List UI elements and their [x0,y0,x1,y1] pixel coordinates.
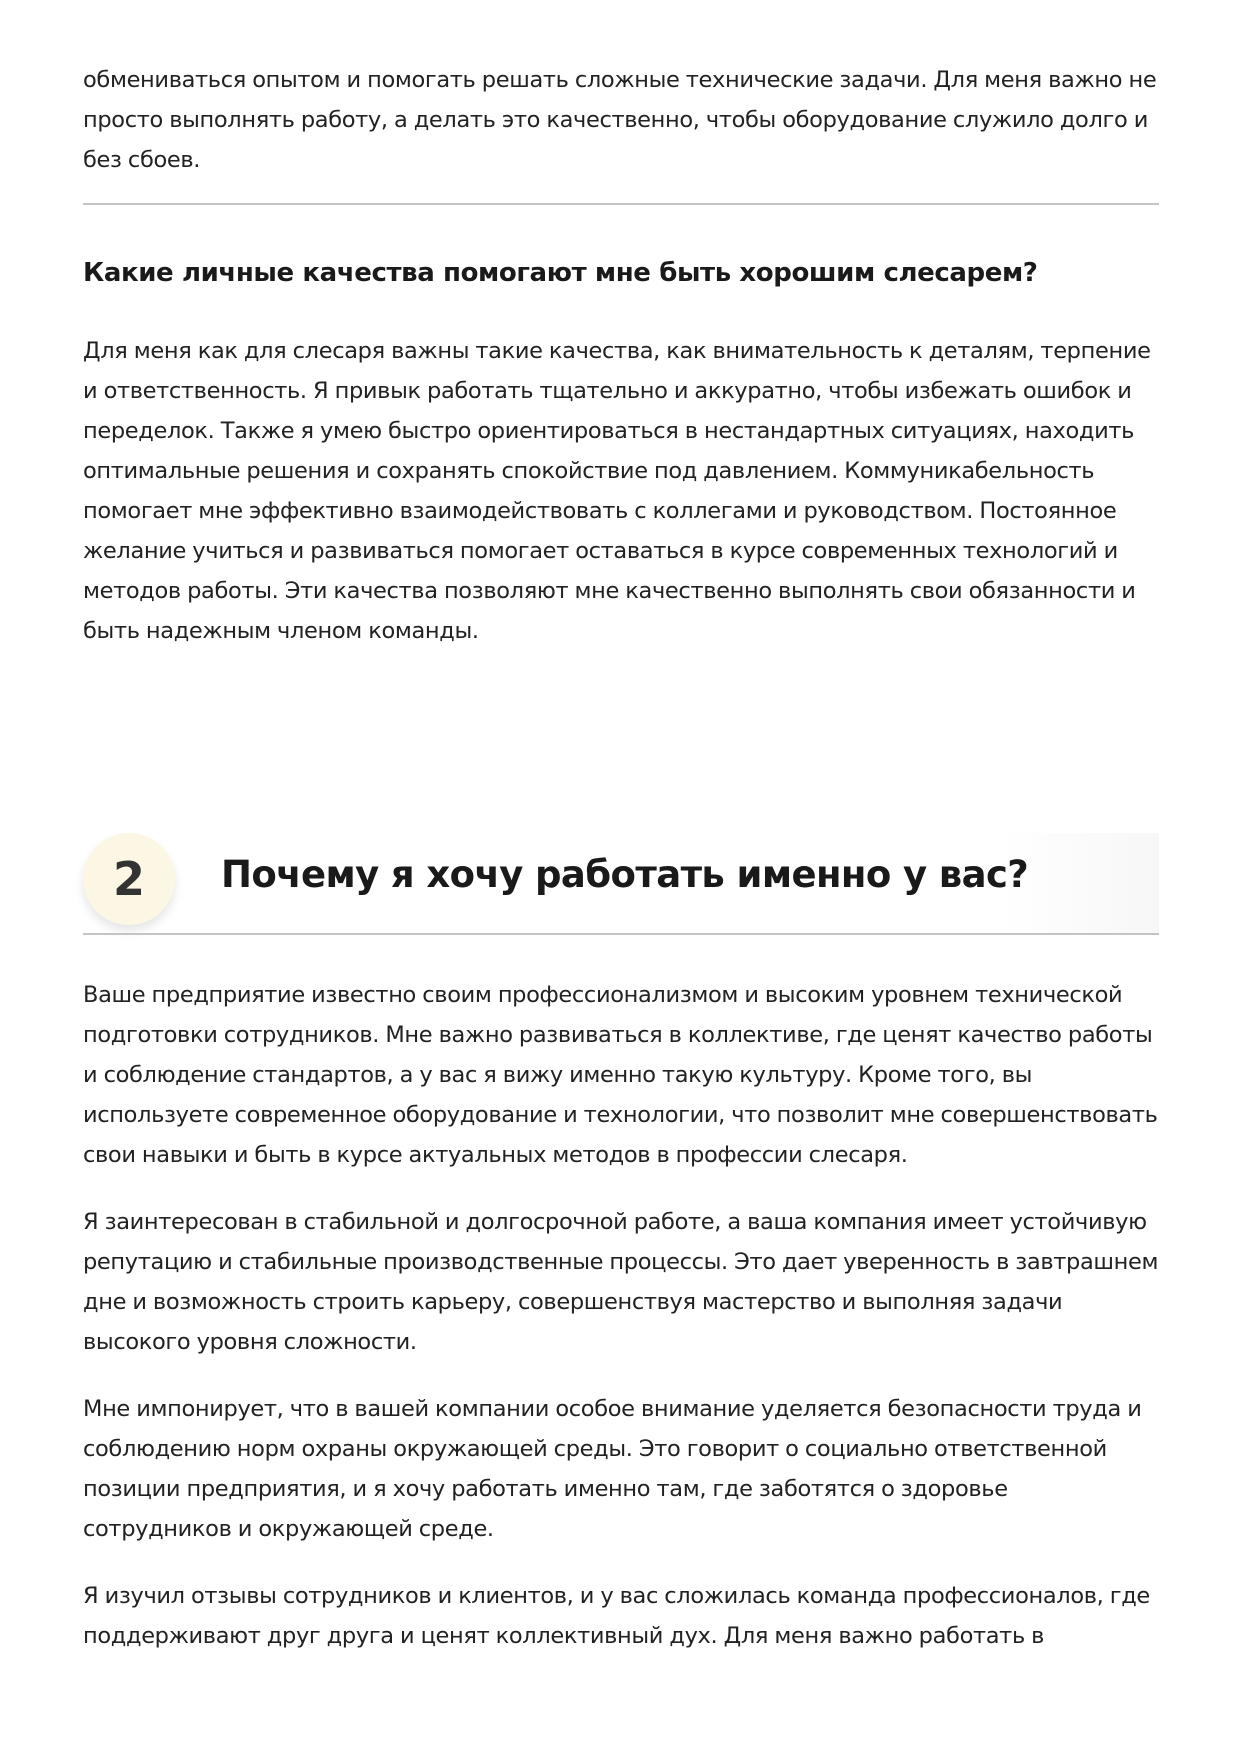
question-heading: Какие личные качества помогают мне быть хорошим слесарем? [83,258,1038,288]
section-divider [83,203,1159,205]
question-answer-paragraph: Для меня как для слесаря важны такие качества, как внимательность к деталям, терпение и ответственность. Я привык работать тщательно и аккуратно, чтобы избежать ошибок и переделок. Также я умею быстро ориентироваться в нестандартных ситуациях, находить оптимальные решения и сохранять спокойствие под давлением. Коммуникабельность помогает мне эффективно взаимодействовать с коллегами и руководством. Постоянное желание учиться и развиваться помогает оставаться в курсе современных технологий и методов работы. Эти качества позволяют мне качественно выполнять свои обязанности и быть надежным членом команды. [83,338,1151,644]
body-paragraph: Я изучил отзывы сотрудников и клиентов, и у вас сложилась команда профессионалов, где поддерживают друг друга и ценят коллективный дух. Для меня важно работать в [83,1583,1150,1649]
section-divider [83,933,1159,935]
body-paragraph: Мне импонирует, что в вашей компании особое внимание уделяется безопасности труда и соблюдению норм охраны окружающей среды. Это говорит о социально ответственной позиции предприятия, и я хочу работать именно там, где заботятся о здоровье сотрудников и окружающей среде. [83,1396,1142,1542]
section-header [83,833,1159,935]
body-paragraph: Я заинтересован в стабильной и долгосрочной работе, а ваша компания имеет устойчивую репутацию и стабильные производственные процессы. Это дает уверенность в завтрашнем дне и возможность строить карьеру, совершенствуя мастерство и выполняя задачи высокого уровня сложности. [83,1209,1159,1355]
body-paragraph: Ваше предприятие известно своим профессионализмом и высоким уровнем технической подготовки сотрудников. Мне важно развиваться в коллективе, где ценят качество работы и соблюдение стандартов, а у вас я вижу именно такую культуру. Кроме того, вы используете современное оборудование и технологии, что позволит мне совершенствовать свои навыки и быть в курсе актуальных методов в профессии слесаря. [83,982,1158,1168]
section-body [83,975,1159,1683]
intro-paragraph: обмениваться опытом и помогать решать сложные технические задачи. Для меня важно не просто выполнять работу, а делать это качественно, чтобы оборудование служило долго и без сбоев. [83,67,1157,173]
section-number-badge: 2 [83,833,175,925]
section-title: Почему я хочу работать именно у вас? [221,853,1029,896]
